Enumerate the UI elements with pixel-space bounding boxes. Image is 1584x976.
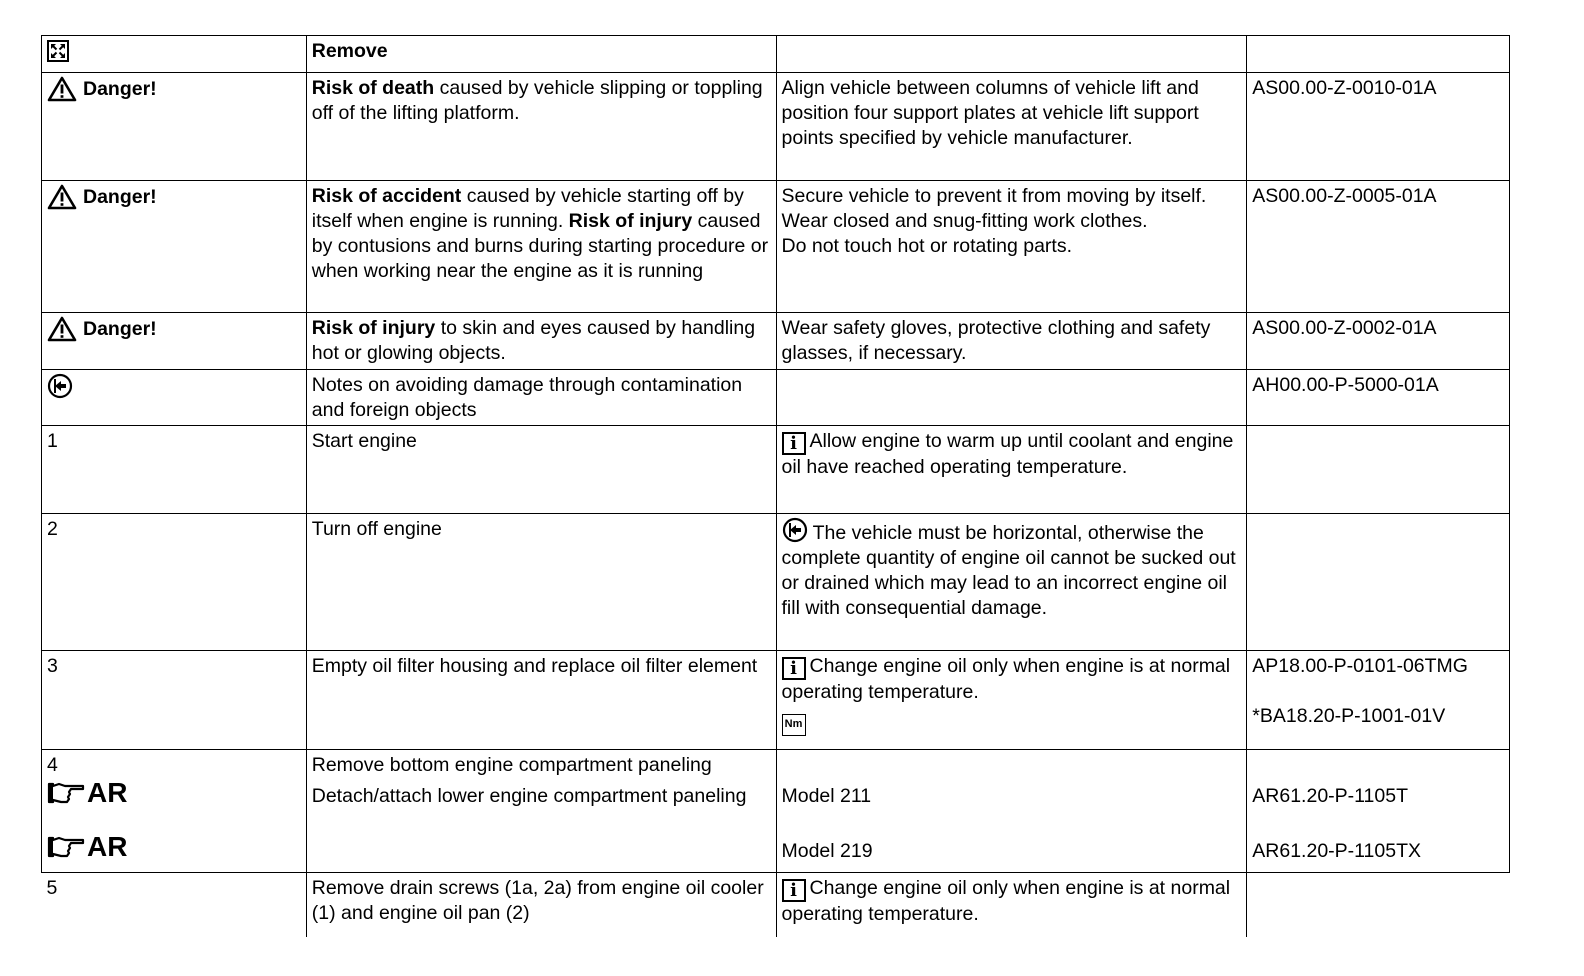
- info-text: Change engine oil only when engine is at normal operating temperature.: [781, 877, 1231, 925]
- danger-label: [47, 76, 157, 102]
- step-subtext: Detach/attach lower engine compartment paneling: [311, 785, 747, 807]
- action-text: Align vehicle between columns of vehicle lift and position four support plates at vehicle lift support points specified by vehicle manufacturer.: [781, 77, 1199, 149]
- model-label: Model 219: [781, 840, 873, 862]
- table-row: [42, 181, 1510, 313]
- risk-title: Risk of injury: [568, 210, 693, 232]
- step-text: Start engine: [311, 430, 417, 452]
- document-code[interactable]: *BA18.20-P-1001-01V: [1252, 705, 1446, 727]
- table-cell: [776, 36, 1247, 73]
- info-icon: i: [782, 879, 806, 902]
- action-text: Wear closed and snug-fitting work clothes.: [781, 210, 1148, 232]
- table-row: [42, 370, 1510, 426]
- risk-text: caused by contusions and burns during starting procedure or when working near the engine as it is running: [311, 210, 769, 282]
- risk-title: Risk of accident: [311, 185, 462, 207]
- section-title: Remove: [311, 40, 388, 62]
- table-cell: [1247, 370, 1510, 426]
- warning-triangle-icon: [47, 316, 77, 342]
- damage-note-icon: [782, 517, 808, 543]
- table-cell: [306, 873, 776, 937]
- info-text: Allow engine to warm up until coolant and engine oil have reached operating temperature.: [781, 430, 1234, 478]
- table-cell: [306, 73, 776, 181]
- table-row: [42, 36, 1510, 73]
- table-cell: [306, 313, 776, 370]
- step-text: Turn off engine: [311, 518, 442, 540]
- table-cell: [306, 514, 776, 651]
- risk-text: to skin and eyes caused by handling hot or glowing objects.: [311, 317, 756, 364]
- table-cell: [42, 370, 307, 426]
- document-code[interactable]: AS00.00-Z-0002-01A: [1252, 317, 1437, 339]
- table-cell: [42, 873, 307, 937]
- document-code[interactable]: AH00.00-P-5000-01A: [1252, 374, 1439, 396]
- table-cell: [42, 313, 307, 370]
- document-code[interactable]: AS00.00-Z-0005-01A: [1252, 185, 1437, 207]
- table-cell: [306, 750, 776, 873]
- torque-nm-icon[interactable]: Nm: [782, 714, 806, 736]
- document-code[interactable]: AR61.20-P-1105TX: [1252, 840, 1422, 862]
- step-number: 5: [46, 877, 58, 899]
- table-cell: [776, 750, 1247, 873]
- danger-label: [47, 316, 157, 342]
- table-cell: [42, 36, 307, 73]
- procedure-table: [41, 35, 1510, 937]
- risk-title: Risk of injury: [311, 317, 436, 339]
- table-cell: [1247, 426, 1510, 514]
- action-text: Secure vehicle to prevent it from moving by itself.: [781, 185, 1207, 207]
- risk-text: caused by vehicle slipping or toppling off of the lifting platform.: [311, 77, 763, 124]
- table-cell: [1247, 651, 1510, 750]
- action-text: Wear safety gloves, protective clothing and safety glasses, if necessary.: [781, 317, 1211, 364]
- table-cell: [42, 181, 307, 313]
- ar-reference[interactable]: AR: [47, 832, 301, 862]
- table-cell: [42, 514, 307, 651]
- step-number: 3: [47, 655, 58, 677]
- table-cell: [1247, 873, 1510, 937]
- table-cell: [306, 426, 776, 514]
- table-cell: [776, 651, 1247, 750]
- table-row: [42, 73, 1510, 181]
- table-cell: [776, 514, 1247, 651]
- document-code[interactable]: AS00.00-Z-0010-01A: [1252, 77, 1437, 99]
- table-row: [42, 651, 1510, 750]
- action-text: Do not touch hot or rotating parts.: [781, 235, 1073, 257]
- damage-note-icon: [47, 373, 73, 399]
- danger-title: Danger!: [83, 317, 157, 340]
- risk-title: Risk of death: [311, 77, 435, 99]
- note-text: Notes on avoiding damage through contamination and foreign objects: [311, 374, 743, 421]
- table-cell: [776, 313, 1247, 370]
- risk-text: caused by vehicle starting off by itself when engine is running.: [311, 185, 744, 232]
- table-cell: [776, 370, 1247, 426]
- table-cell: [776, 73, 1247, 181]
- table-cell: [42, 750, 307, 873]
- table-cell: [306, 651, 776, 750]
- step-number: 4: [47, 754, 58, 776]
- table-row: [42, 750, 1510, 873]
- document-code[interactable]: AP18.00-P-0101-06TMG: [1252, 655, 1468, 677]
- table-row: [42, 426, 1510, 514]
- danger-title: Danger!: [83, 185, 157, 208]
- warning-triangle-icon: [47, 184, 77, 210]
- info-icon: i: [782, 657, 806, 680]
- table-cell: [776, 873, 1247, 937]
- table-cell: [1247, 181, 1510, 313]
- ar-reference[interactable]: AR: [47, 778, 301, 808]
- table-cell: [42, 651, 307, 750]
- pointing-hand-icon: [47, 780, 85, 806]
- step-text: Empty oil filter housing and replace oil filter element: [311, 655, 758, 677]
- table-cell: [42, 426, 307, 514]
- table-cell: [1247, 73, 1510, 181]
- table-cell: [1247, 514, 1510, 651]
- table-cell: [306, 181, 776, 313]
- document-code[interactable]: AR61.20-P-1105T: [1252, 785, 1409, 807]
- table-row: [42, 873, 1510, 937]
- info-text: Change engine oil only when engine is at normal operating temperature.: [781, 655, 1231, 703]
- table-cell: [306, 370, 776, 426]
- table-cell: [1247, 313, 1510, 370]
- info-text: The vehicle must be horizontal, otherwise the complete quantity of engine oil cannot be sucked out or drained which may lead to an incorrect engine oil fill with consequential damage.: [781, 522, 1236, 619]
- table-cell: [306, 36, 776, 73]
- table-row: [42, 514, 1510, 651]
- table-cell: [1247, 750, 1510, 873]
- step-number: 2: [47, 518, 58, 540]
- step-text: Remove bottom engine compartment paneling: [311, 754, 712, 776]
- table-cell: [776, 426, 1247, 514]
- step-number: 1: [47, 430, 58, 452]
- danger-label: [47, 184, 157, 210]
- table-cell: [1247, 36, 1510, 73]
- expand-arrows-icon: [47, 40, 69, 62]
- danger-title: Danger!: [83, 77, 157, 100]
- table-cell: [776, 181, 1247, 313]
- model-label: Model 211: [781, 785, 872, 807]
- info-icon: i: [782, 432, 806, 455]
- table-cell: [42, 73, 307, 181]
- warning-triangle-icon: [47, 76, 77, 102]
- table-row: [42, 313, 1510, 370]
- step-text: Remove drain screws (1a, 2a) from engine oil cooler (1) and engine oil pan (2): [311, 877, 764, 924]
- pointing-hand-icon: [47, 834, 85, 860]
